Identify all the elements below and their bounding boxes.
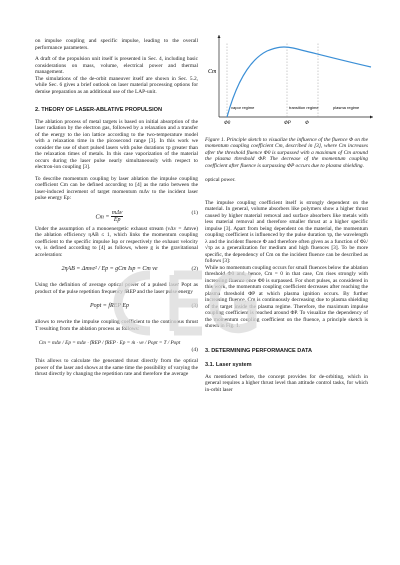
fluence-coupling-figure <box>205 33 375 129</box>
equation-2 <box>35 262 198 278</box>
equation-4 <box>35 336 198 354</box>
y-axis-label: Cm <box>208 69 217 75</box>
fraction-denominator: Ep <box>113 217 121 224</box>
paragraph: optical power. <box>205 177 236 184</box>
paragraph: Under the assumption of a monoenergetic exhaust stream (vΔv = Δmve) the ablation efficiency ηAB ≤ 1, which links the momentum coupling coefficient to the specific impulse Isp or respectively the exhaust velocity ve, is defined according to [4] as follows, where g is the gravitational acceleration: <box>35 225 198 258</box>
y-axis-arrow <box>218 35 221 38</box>
right-column <box>205 134 368 393</box>
paragraph: While no momentum coupling occurs for small fluences below the ablation threshold Φ0 and, hence, Cm = 0 in that case, Cm rises strongly with increasing fluence once Φ0 is surpassed. For short pulses, as considered in this work, the momentum coupling coefficient decreases after reaching the plasma threshold ΦP at which plasma ignition occurs. By further increasing fluence, Cm is continuously decreasing due to plasma shielding of the target inside the plasma regime. Therefore, the maximum impulse coupling coefficient is reached around ΦP. To visualize the dependency of the momentum coupling coefficient on the fluence, a principle sketch is shown in Fig. 1. <box>205 264 368 330</box>
equation-3 <box>35 299 198 315</box>
equation-lhs: Cm = <box>95 213 110 220</box>
regime-label: vapor regime <box>231 105 255 110</box>
equation-body: Cm = mΔv / Ep = mΔv · fREP / fREP · Ep = ṁ · ve / Popt = T / Popt <box>38 340 181 347</box>
paragraph: Using the definition of average optical power of a pulsed laser Popt as product of the pulse repetition frequency fREP and the laser pulse energy <box>35 282 198 295</box>
left-column <box>35 38 198 378</box>
equation-number: (3) <box>191 303 198 310</box>
regime-label: transition regime <box>289 105 319 110</box>
paragraph: A draft of the propulsion unit itself is presented in Sec. 4, including basic considerations on mass, volume, electrical power and thermal management. <box>35 56 198 75</box>
x-tick-label: Φ0 <box>224 121 231 126</box>
section-heading: 3. DETERMINING PERFORMANCE DATA <box>205 347 313 354</box>
equation-number: (2) <box>191 266 198 273</box>
paragraph: allows to rewrite the impulse coupling coefficient to the continuous thrust T resulting from the ablation process as follows: <box>35 319 198 332</box>
subsection-heading: 3.1. Laser system <box>205 362 252 369</box>
paragraph: The impulse coupling coefficient itself is strongly dependent on the material. In general, volume absorbers like polymers show a higher thrust caused by higher material removal and surface absorbers like metals with less material removal and therefore smaller thrust at a higher specific impulse [3]. Apart from being dependent on the material, the momentum coupling coefficient is influenced by the pulse duration τp, the wavelength λ and the incident fluence Φ and therefore often given as a function of Φλ/√τp as a generalization for medium and high fluences [3]. To be more specific, the dependency of Cm on the incident fluence can be described as follows [3]: <box>205 199 368 265</box>
equation-fraction <box>111 210 124 224</box>
paragraph: The ablation process of metal targets is based on initial absorption of the laser radiation by the electron gas, followed by a relaxation and a transfer of the energy to the ion lattice according to the two-temperature model with a relaxation time in the picosecond range [3]. In this work we consider the use of short pulsed lasers with pulse durations τp greater than the relaxation times of metals. In this case vaporization of the material occurs during the laser pulse nearly simultaneously with respect to electron-ion coupling [3]. <box>35 118 198 171</box>
x-tick-label: ΦP <box>284 121 291 126</box>
equation-1 <box>35 206 198 222</box>
regime-label: plasma regime <box>333 105 360 110</box>
paragraph: To describe momentum coupling by laser ablation the impulse coupling coefficient Cm can be defined according to [4] as the ratio between the laser-induced increment of target momentum mΔv to the incident laser pulse energy Ep: <box>35 175 198 202</box>
x-axis-label: Φ <box>305 121 309 126</box>
paragraph: This allows to calculate the generated thrust directly from the optical power of the laser and shows at the same time the possibility of varying the thrust directly by changing the repetition rate and therefore the average <box>35 358 198 378</box>
equation-number: (1) <box>191 209 198 216</box>
x-axis-arrow <box>370 116 373 119</box>
paragraph: on impulse coupling and specific impulse, leading to the overall performance parameters. <box>35 38 198 51</box>
equation-body: Popt = fREP Ep <box>89 303 130 310</box>
paragraph: The simulations of the de-orbit maneuver itself are shown in Sec. 5.2, while Sec. 6 gives a brief outlook on laser material processing options for demise preparation as an additional use of the LAP-unit. <box>35 75 198 95</box>
equation-body: 2ηAB = Δmve² / Ep = gCm Isp = Cm ve <box>61 266 158 273</box>
equation-number: (4) <box>191 347 198 354</box>
fraction-numerator: mΔv <box>111 209 123 216</box>
paragraph: As mentioned before, the concept provides for de-orbiting, which in general requires a higher thrust level than attitude control tasks, for which in-orbit laser <box>205 373 368 393</box>
section-heading: 2. THEORY OF LASER-ABLATIVE PROPULSION <box>35 107 163 113</box>
figure-caption: Figure 1. Principle sketch to visualize the influence of the fluence Φ on the momentum coupling coefficient Cm, described in [3], where Cm increases after the threshold fluence Φ0 is surpassed with a maximum of Cm around the plasma threshold ΦP. The decrease of the momentum coupling coefficient after fluence is surpassing ΦP occurs due to plasma shielding. <box>205 137 368 169</box>
